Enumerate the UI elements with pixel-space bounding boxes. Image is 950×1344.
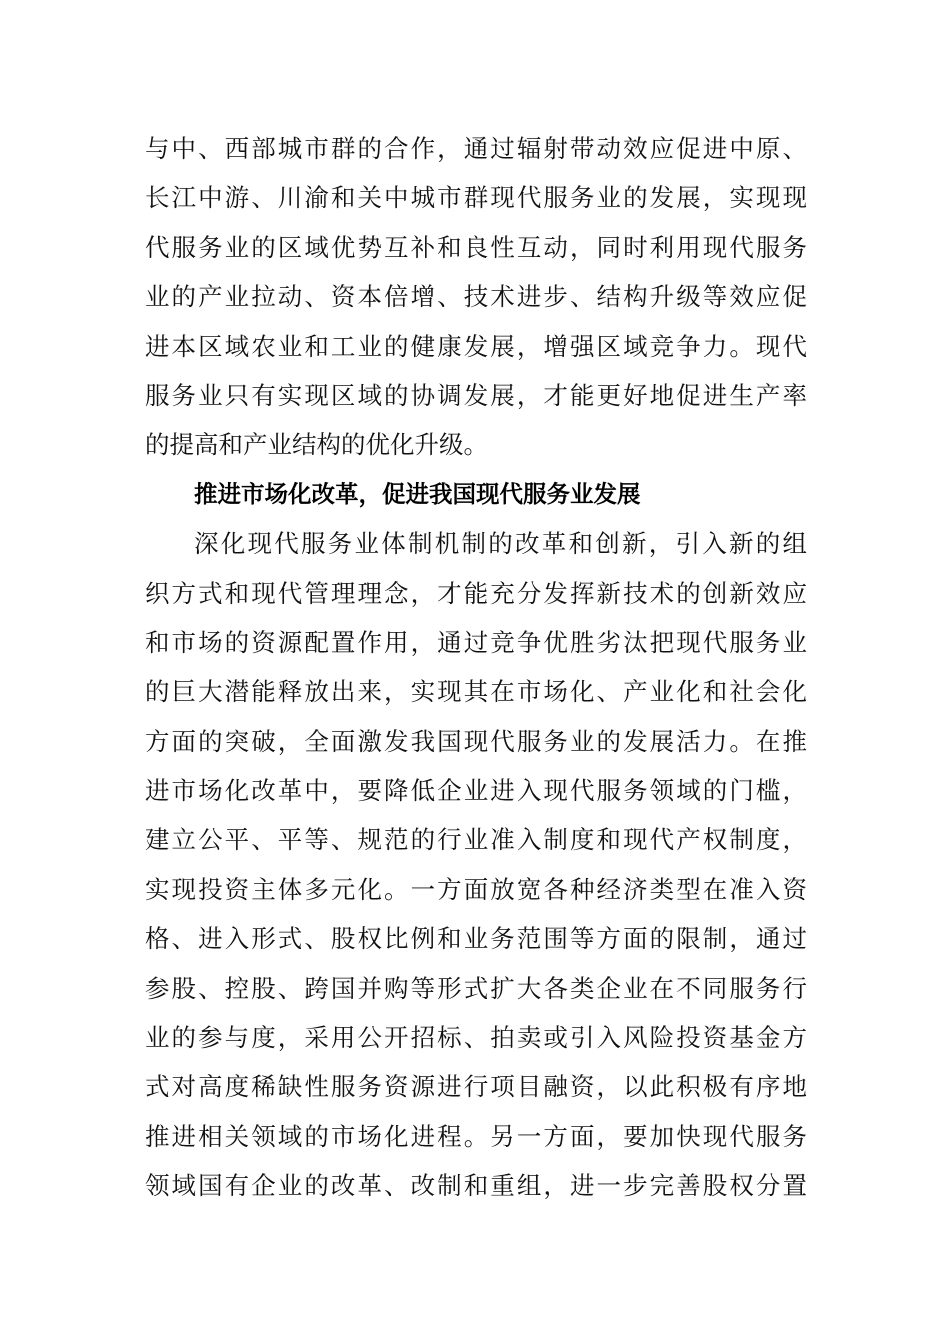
paragraph-line: 式对高度稀缺性服务资源进行项目融资，以此积极有序地 bbox=[145, 1072, 807, 1102]
paragraph-line: 方面的突破，全面激发我国现代服务业的发展活力。在推 bbox=[145, 726, 807, 756]
paragraph-line: 建立公平、平等、规范的行业准入制度和现代产权制度， bbox=[145, 825, 807, 855]
paragraph-line: 服务业只有实现区域的协调发展，才能更好地促进生产率 bbox=[145, 380, 807, 410]
paragraph-line: 进市场化改革中，要降低企业进入现代服务领域的门槛， bbox=[145, 776, 807, 806]
paragraph-line: 长江中游、川渝和关中城市群现代服务业的发展，实现现 bbox=[145, 183, 807, 213]
paragraph-line: 和市场的资源配置作用，通过竞争优胜劣汰把现代服务业 bbox=[145, 627, 807, 657]
paragraph-line: 深化现代服务业体制机制的改革和创新，引入新的组 bbox=[194, 529, 807, 559]
paragraph-line: 与中、西部城市群的合作，通过辐射带动效应促进中原、 bbox=[145, 134, 807, 163]
paragraph-line: 织方式和现代管理理念，才能充分发挥新技术的创新效应 bbox=[145, 578, 807, 608]
paragraph-line: 业的产业拉动、资本倍增、技术进步、结构升级等效应促 bbox=[145, 282, 807, 312]
paragraph-market-reform bbox=[145, 519, 807, 1210]
paragraph-line: 业的参与度，采用公开招标、拍卖或引入风险投资基金方 bbox=[145, 1023, 807, 1053]
paragraph-regional-coordination bbox=[145, 124, 807, 470]
paragraph-line: 推进相关领域的市场化进程。另一方面，要加快现代服务 bbox=[145, 1121, 807, 1151]
paragraph-line: 的提高和产业结构的优化升级。 bbox=[145, 430, 488, 460]
body-text bbox=[145, 124, 807, 1211]
section-heading: 推进市场化改革，促进我国现代服务业发展 bbox=[194, 479, 641, 508]
paragraph-line: 实现投资主体多元化。一方面放宽各种经济类型在准入资 bbox=[145, 874, 807, 904]
paragraph-line: 的巨大潜能释放出来，实现其在市场化、产业化和社会化 bbox=[145, 677, 807, 707]
paragraph-line: 参股、控股、跨国并购等形式扩大各类企业在不同服务行 bbox=[145, 973, 807, 1003]
paragraph-line: 进本区域农业和工业的健康发展，增强区域竞争力。现代 bbox=[145, 331, 807, 361]
paragraph-line: 代服务业的区域优势互补和良性互动，同时利用现代服务 bbox=[145, 232, 807, 262]
paragraph-line: 领域国有企业的改革、改制和重组，进一步完善股权分置 bbox=[145, 1171, 807, 1201]
paragraph-line: 格、进入形式、股权比例和业务范围等方面的限制，通过 bbox=[145, 924, 807, 954]
